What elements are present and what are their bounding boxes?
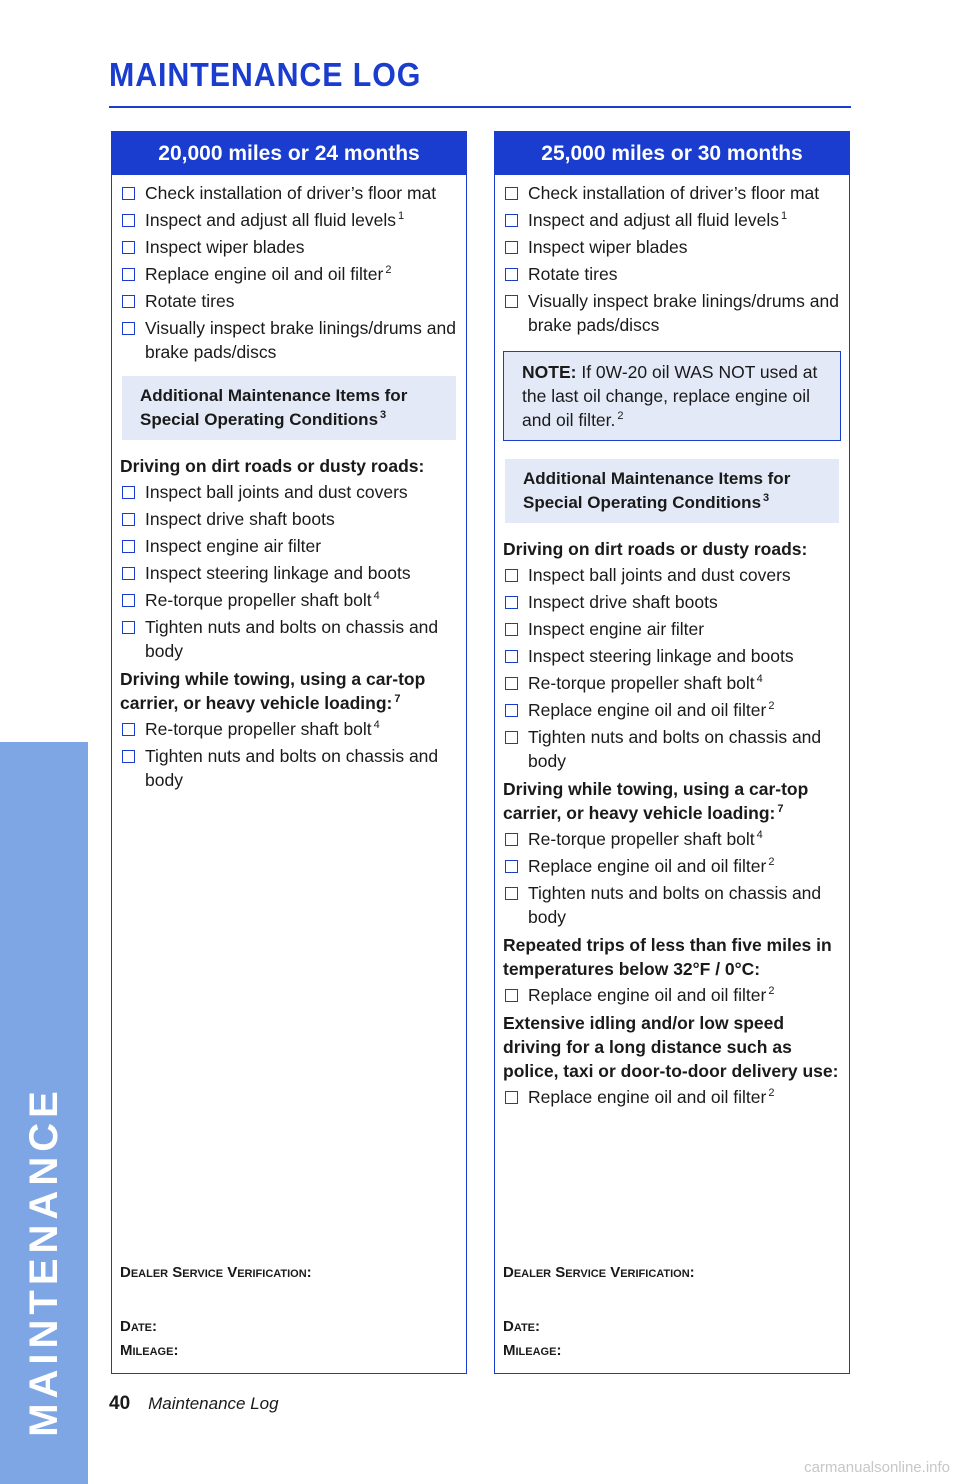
page-title: MAINTENANCE LOG (109, 56, 422, 93)
checklist-item-text (528, 983, 841, 1007)
checklist-item-text (145, 208, 458, 232)
checklist-item-label: Inspect steering linkage and boots (528, 646, 794, 666)
checklist-item-label: Rotate tires (145, 291, 235, 311)
checkbox-icon[interactable] (505, 887, 518, 900)
checklist-item-label: Inspect wiper blades (145, 237, 305, 257)
checkbox-icon[interactable] (122, 187, 135, 200)
condition-section (120, 454, 458, 663)
checkbox-icon[interactable] (505, 214, 518, 227)
checkbox-icon[interactable] (122, 322, 135, 335)
checklist-item (120, 289, 458, 313)
checkbox-icon[interactable] (122, 486, 135, 499)
checkbox-icon[interactable] (122, 540, 135, 553)
condition-heading (120, 454, 458, 478)
mileage-label: Mileage: (120, 1342, 179, 1359)
checklist-item (120, 561, 458, 585)
condition-section (503, 537, 841, 773)
checklist-item-text (528, 827, 841, 851)
checklist-item-text (145, 588, 458, 612)
checklist-item (120, 717, 458, 741)
checklist-item-text (528, 1085, 841, 1109)
condition-heading (503, 537, 841, 561)
dealer-service-verification-label: Dealer Service Verification: (503, 1264, 695, 1281)
additional-items-box (122, 376, 456, 440)
checkbox-icon[interactable] (505, 187, 518, 200)
checklist-item-label: Inspect engine air filter (145, 536, 322, 556)
checkbox-icon[interactable] (505, 650, 518, 663)
checklist-item-label: Check installation of driver’s floor mat (528, 183, 820, 203)
footnote-ref: 4 (756, 829, 763, 841)
note-box (503, 351, 841, 441)
checklist-item (503, 262, 841, 286)
checklist-item-label: Inspect and adjust all fluid levels (528, 210, 779, 230)
checklist-item-text (145, 235, 458, 259)
checklist-item (503, 1085, 841, 1109)
checkbox-icon[interactable] (122, 723, 135, 736)
checkbox-icon[interactable] (505, 860, 518, 873)
checkbox-icon[interactable] (122, 594, 135, 607)
checklist-item (503, 854, 841, 878)
checklist-item-text (528, 671, 841, 695)
condition-heading-text: Driving on dirt roads or dusty roads: (120, 456, 425, 476)
checklist-item-label: Tighten nuts and bolts on chassis and body (528, 727, 822, 771)
checklist-item-label: Inspect wiper blades (528, 237, 688, 257)
condition-sections (120, 454, 458, 792)
checklist-item-text (145, 744, 458, 792)
checklist-item (120, 208, 458, 232)
checklist-item-text (145, 561, 458, 585)
checklist-item (503, 698, 841, 722)
checklist-item-label: Replace engine oil and oil filter (528, 700, 767, 720)
note-sup: 2 (617, 410, 624, 422)
additional-items-sup: 3 (763, 492, 770, 504)
panel-header: 25,000 miles or 30 months (495, 132, 849, 175)
page-footer (109, 1393, 279, 1415)
checkbox-icon[interactable] (505, 569, 518, 582)
footnote-ref: 7 (394, 693, 401, 705)
checklist-item (120, 262, 458, 286)
note-text: If 0W-20 oil WAS NOT used at the last oil change, replace engine oil and oil filter. (522, 362, 818, 430)
checklist-item (503, 881, 841, 929)
condition-heading-text: Repeated trips of less than five miles in temperatures below 32°F / 0°C: (503, 935, 832, 979)
condition-heading (503, 777, 841, 825)
additional-items-box (505, 459, 839, 523)
footnote-ref: 7 (777, 803, 784, 815)
checklist-item-label: Inspect ball joints and dust covers (145, 482, 408, 502)
checkbox-icon[interactable] (505, 1091, 518, 1104)
checklist-item-text (145, 262, 458, 286)
condition-heading (503, 933, 841, 981)
checklist-item-label: Inspect drive shaft boots (145, 509, 335, 529)
panel-body (112, 175, 466, 792)
checklist-item-text (528, 881, 841, 929)
checklist-item-text (145, 480, 458, 504)
checklist-item-label: Visually inspect brake linings/drums and brake pads/discs (145, 318, 456, 362)
checklist-item-label: Tighten nuts and bolts on chassis and body (528, 883, 822, 927)
checklist-item (120, 534, 458, 558)
checklist-item-text (528, 854, 841, 878)
condition-section (120, 667, 458, 792)
condition-heading-text: Extensive idling and/or low speed driving for a long distance such as police, taxi or door-to-door delivery use: (503, 1013, 839, 1081)
checklist-item-label: Replace engine oil and oil filter (528, 985, 767, 1005)
checkbox-icon[interactable] (505, 596, 518, 609)
checklist-item-text (528, 235, 841, 259)
condition-heading-text: Driving while towing, using a car-top carrier, or heavy vehicle loading: (503, 779, 809, 823)
checkbox-icon[interactable] (505, 731, 518, 744)
checklist-item (503, 671, 841, 695)
checkbox-icon[interactable] (505, 989, 518, 1002)
checklist-item (120, 480, 458, 504)
checklist-item-text (528, 698, 841, 722)
checklist-item (503, 827, 841, 851)
checkbox-icon[interactable] (505, 268, 518, 281)
checklist-item-text (528, 590, 841, 614)
footnote-ref: 2 (768, 985, 775, 997)
additional-items-title: Additional Maintenance Items for Special Operating Conditions (140, 386, 408, 429)
side-tab-label: MAINTENANCE (21, 1086, 66, 1437)
checklist-item (120, 507, 458, 531)
additional-items-sup: 3 (380, 409, 387, 421)
checklist-item-label: Inspect drive shaft boots (528, 592, 718, 612)
checklist-item-text (145, 615, 458, 663)
title-divider (109, 106, 851, 108)
checklist-item-text (528, 181, 841, 205)
footnote-ref: 4 (756, 673, 763, 685)
checklist-item-label: Replace engine oil and oil filter (145, 264, 384, 284)
checklist-item-text (528, 644, 841, 668)
checklist-item-text (528, 262, 841, 286)
condition-section (503, 777, 841, 929)
checklist-item (503, 983, 841, 1007)
checklist-item-label: Replace engine oil and oil filter (528, 1087, 767, 1107)
checklist-item-label: Inspect engine air filter (528, 619, 705, 639)
checklist-main (120, 181, 458, 364)
additional-items-title: Additional Maintenance Items for Special Operating Conditions (523, 469, 791, 512)
checklist-item (120, 181, 458, 205)
checkbox-icon[interactable] (122, 567, 135, 580)
checklist-item-text (528, 725, 841, 773)
checklist-item-label: Re-torque propeller shaft bolt (528, 673, 755, 693)
checklist-item-label: Inspect ball joints and dust covers (528, 565, 791, 585)
checklist-item-text (145, 507, 458, 531)
panel-body (495, 175, 849, 1109)
side-tab (0, 742, 88, 1484)
condition-heading (503, 1011, 841, 1083)
footnote-ref: 1 (397, 210, 405, 222)
dealer-service-verification-label: Dealer Service Verification: (120, 1264, 312, 1281)
panel-header: 20,000 miles or 24 months (112, 132, 466, 175)
watermark: carmanualsonline.info (804, 1459, 950, 1476)
condition-section (503, 933, 841, 1007)
checkbox-icon[interactable] (505, 704, 518, 717)
checklist-item-text (528, 617, 841, 641)
checkbox-icon[interactable] (122, 750, 135, 763)
side-tab-label-wrap (0, 742, 88, 1484)
checklist-item-label: Re-torque propeller shaft bolt (528, 829, 755, 849)
checklist-item-text (145, 717, 458, 741)
footnote-ref: 1 (780, 210, 788, 222)
maintenance-panel-25000 (494, 131, 850, 1374)
checkbox-icon[interactable] (505, 677, 518, 690)
checklist-item-text (528, 563, 841, 587)
checkbox-icon[interactable] (505, 833, 518, 846)
checklist-item-label: Check installation of driver’s floor mat (145, 183, 437, 203)
checklist-item-text (145, 181, 458, 205)
condition-section (503, 1011, 841, 1109)
footnote-ref: 2 (385, 264, 392, 276)
checklist-item (503, 725, 841, 773)
checklist-item-text (145, 316, 458, 364)
checkbox-icon[interactable] (122, 621, 135, 634)
checklist-item-text (145, 534, 458, 558)
footnote-ref: 2 (768, 1087, 775, 1099)
checkbox-icon[interactable] (122, 295, 135, 308)
checkbox-icon[interactable] (122, 268, 135, 281)
checklist-item (503, 289, 841, 337)
checklist-item-label: Visually inspect brake linings/drums and brake pads/discs (528, 291, 839, 335)
condition-heading-text: Driving on dirt roads or dusty roads: (503, 539, 808, 559)
checklist-item (120, 588, 458, 612)
checklist-item-label: Inspect steering linkage and boots (145, 563, 411, 583)
checklist-item-text (145, 289, 458, 313)
checklist-item (503, 563, 841, 587)
checklist-item-label: Re-torque propeller shaft bolt (145, 719, 372, 739)
footnote-ref: 2 (768, 700, 775, 712)
checklist-item-label: Replace engine oil and oil filter (528, 856, 767, 876)
checkbox-icon[interactable] (505, 295, 518, 308)
footnote-ref: 4 (373, 719, 380, 731)
checkbox-icon[interactable] (505, 241, 518, 254)
checklist-item-text (528, 289, 841, 337)
footer-label: Maintenance Log (148, 1394, 279, 1413)
checklist-item (503, 590, 841, 614)
checklist-item (120, 316, 458, 364)
date-label: Date: (503, 1318, 541, 1335)
checkbox-icon[interactable] (122, 214, 135, 227)
checklist-item (120, 615, 458, 663)
condition-heading-text: Driving while towing, using a car-top carrier, or heavy vehicle loading: (120, 669, 426, 713)
checklist-item (503, 208, 841, 232)
checklist-item-label: Tighten nuts and bolts on chassis and body (145, 617, 439, 661)
checklist-item (120, 235, 458, 259)
checklist-main (503, 181, 841, 337)
date-label: Date: (120, 1318, 158, 1335)
checkbox-icon[interactable] (122, 513, 135, 526)
checklist-item-text (528, 208, 841, 232)
note-label: NOTE: (522, 362, 577, 382)
footnote-ref: 2 (768, 856, 775, 868)
checklist-item (120, 744, 458, 792)
checklist-item-label: Inspect and adjust all fluid levels (145, 210, 396, 230)
condition-sections (503, 537, 841, 1109)
condition-heading (120, 667, 458, 715)
mileage-label: Mileage: (503, 1342, 562, 1359)
checklist-item (503, 617, 841, 641)
checklist-item-label: Re-torque propeller shaft bolt (145, 590, 372, 610)
checklist-item (503, 235, 841, 259)
maintenance-panel-20000 (111, 131, 467, 1374)
checklist-item (503, 644, 841, 668)
checklist-item (503, 181, 841, 205)
checkbox-icon[interactable] (505, 623, 518, 636)
checklist-item-label: Tighten nuts and bolts on chassis and body (145, 746, 439, 790)
footnote-ref: 4 (373, 590, 380, 602)
checkbox-icon[interactable] (122, 241, 135, 254)
checklist-item-label: Rotate tires (528, 264, 618, 284)
page-number: 40 (109, 1393, 131, 1414)
